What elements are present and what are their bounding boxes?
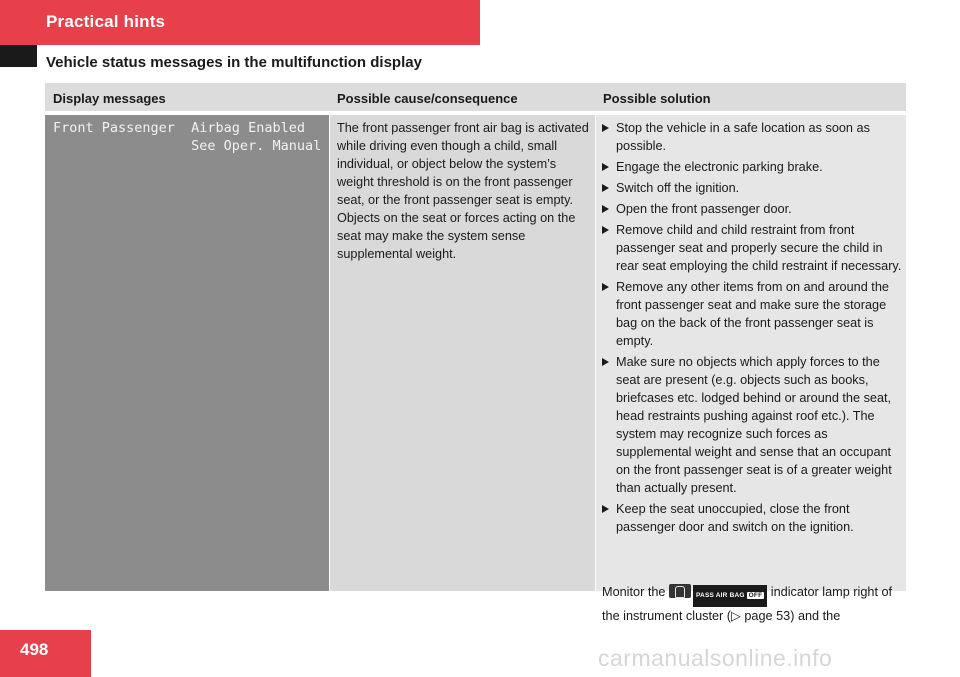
solution-item: [602, 278, 902, 350]
header-tab-marker: [0, 45, 37, 67]
bullet-arrow-icon: [602, 205, 609, 213]
display-message-cell: [45, 115, 329, 591]
airbag-seat-icon: [669, 584, 691, 598]
solution-item: [602, 119, 902, 155]
status-messages-table: [45, 83, 906, 623]
solution-item: [602, 500, 902, 536]
solution-item: [602, 353, 902, 497]
page-reference-text[interactable]: page 53) and the: [740, 609, 841, 623]
monitor-prefix-text: Monitor the: [602, 585, 666, 599]
table-header: [45, 83, 906, 113]
bullet-arrow-icon: [602, 163, 609, 171]
solution-text: Switch off the ignition.: [616, 181, 740, 195]
column-header-possible-cause: Possible cause/consequence: [337, 91, 518, 106]
solution-text: Engage the electronic parking brake.: [616, 160, 823, 174]
solution-cell: [596, 115, 906, 623]
indicator-off-label: OFF: [748, 592, 763, 599]
column-header-display-messages: Display messages: [53, 91, 166, 106]
solution-text: Remove any other items from on and around the front passenger seat and make sure the storage bag on the back of the front passenger seat is empty.: [616, 280, 889, 348]
bullet-arrow-icon: [602, 505, 609, 513]
pass-air-bag-off-indicator: [693, 585, 767, 607]
solution-item: [602, 221, 902, 275]
bullet-arrow-icon: [602, 124, 609, 132]
bullet-arrow-icon: [602, 226, 609, 234]
solution-item: [602, 200, 902, 218]
solution-text: Stop the vehicle in a safe location as soon as possible.: [616, 121, 870, 153]
page-number: 498: [20, 640, 49, 659]
cause-text: The front passenger front air bag is activated while driving even though a child, small individual, or object below the system’s weight threshold is on the front passenger seat, or the front passenger seat is empty. Objects on the seat or forces acting on the seat may make the system sense supplemental weight.: [337, 121, 589, 261]
indicator-label: PASS AIR BAG: [696, 592, 745, 599]
bullet-arrow-icon: [602, 184, 609, 192]
solution-text: Remove child and child restraint from front passenger seat and properly secure the child in rear seat employing the child restraint if necessary.: [616, 223, 902, 273]
bullet-arrow-icon: [602, 283, 609, 291]
page-number-badge: [0, 630, 91, 677]
monitor-note: [602, 583, 904, 625]
solution-item: [602, 179, 902, 197]
page-reference-icon: ▷: [731, 609, 741, 623]
solution-text: Open the front passenger door.: [616, 202, 792, 216]
solution-item: [602, 158, 902, 176]
solution-list: [602, 119, 902, 539]
solution-text: Make sure no objects which apply forces to the seat are present (e.g. objects such as books, briefcases etc. lodged behind or around the seat, head restraints pushing against roof etc.). The system may recognize such forces as supplemental weight and sense that an occupant on the front passenger seat is of a greater weight than actually present.: [616, 355, 892, 495]
watermark: carmanualsonline.info: [598, 645, 833, 671]
section-title: Practical hints: [46, 12, 166, 31]
page-subtitle: Vehicle status messages in the multifunction display: [46, 54, 422, 71]
cause-cell: [330, 115, 595, 591]
monitor-suffix-text: indicator lamp right of the instrument cluster (: [602, 585, 893, 623]
bullet-arrow-icon: [602, 358, 609, 366]
display-message-text: Front Passenger Airbag Enabled See Oper. Manual: [53, 120, 322, 154]
solution-text: Keep the seat unoccupied, close the front passenger door and switch on the ignition.: [616, 502, 854, 534]
section-header: [0, 0, 480, 45]
column-header-possible-solution: Possible solution: [603, 91, 711, 106]
